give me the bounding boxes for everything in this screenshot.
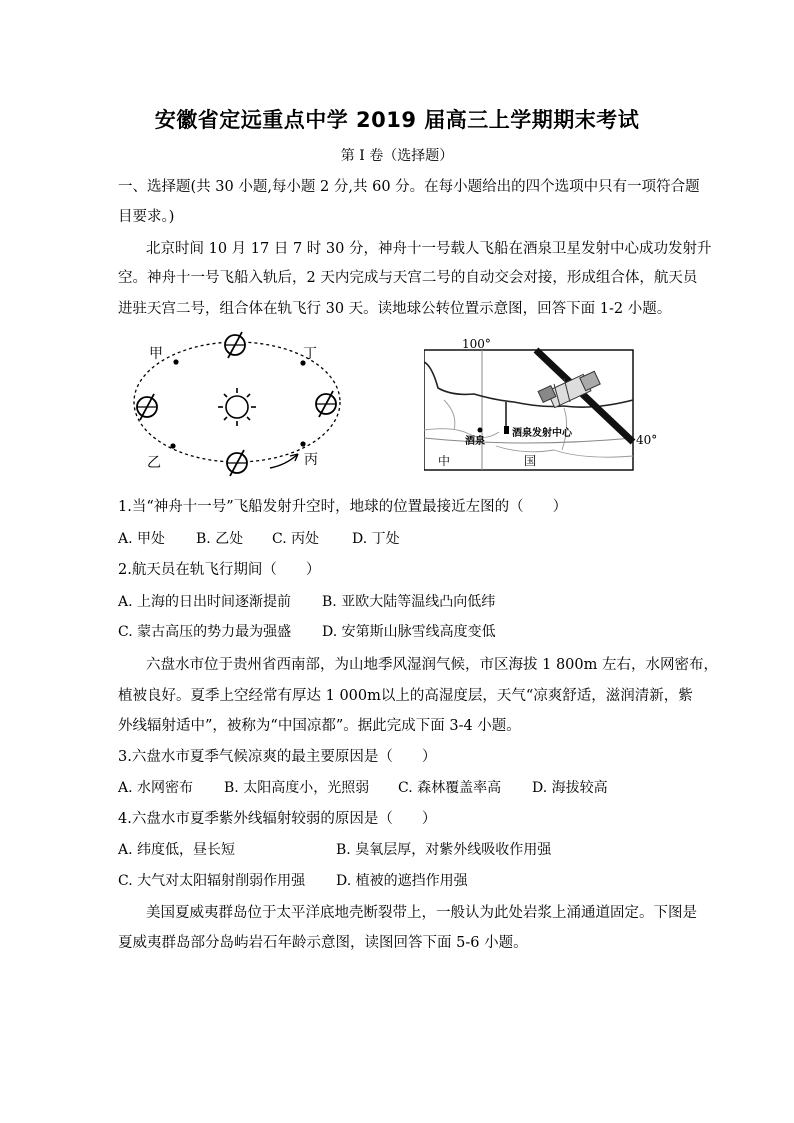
question-2-option-d[interactable]: D. 安第斯山脉雪线高度变低 <box>322 624 496 640</box>
question-1-option-b[interactable]: B. 乙处 <box>196 531 244 547</box>
label-yi: 乙 <box>147 455 161 471</box>
revolution-direction-arrow-icon <box>270 454 298 468</box>
passage2-line-3: 外线辐射适中”，被称为“中国凉都”。据此完成下面 3-4 小题。 <box>118 718 521 734</box>
question-4-option-a[interactable]: A. 纬度低，昼长短 <box>118 842 236 858</box>
passage2-line-1: 六盘水市位于贵州省西南部，为山地季风湿润气候，市区海拔 1 800m 左右，水网密布， <box>146 657 718 673</box>
section-instruction-line-2: 目要求。) <box>118 209 175 225</box>
earth-top-icon <box>225 332 245 358</box>
question-1-option-a[interactable]: A. 甲处 <box>118 531 166 547</box>
earth-orbit-diagram <box>120 330 370 480</box>
question-4-stem: 4.六盘水市夏季紫外线辐射较弱的原因是（ ） <box>118 811 437 827</box>
jiuquan-map-figure <box>424 330 664 472</box>
passage2-line-2: 植被良好。夏季上空经常有厚达 1 000m以上的高湿度层，天气“凉爽舒适，滋润清新，紫 <box>118 688 693 704</box>
question-1-option-c[interactable]: C. 丙处 <box>272 531 320 547</box>
label-jia: 甲 <box>149 346 163 362</box>
latitude-label: 40° <box>636 433 658 447</box>
question-1-stem: 1.当“神舟十一号”飞船发射升空时，地球的位置最接近左图的（ ） <box>118 499 568 515</box>
launch-center-label: 酒泉发射中心 <box>512 428 572 439</box>
earth-bottom-icon <box>227 450 247 476</box>
question-1-option-d[interactable]: D. 丁处 <box>352 531 400 547</box>
country-char-left: 中 <box>438 454 451 468</box>
passage1-line-2: 空。神舟十一号飞船入轨后，2 天内完成与天宫二号的自动交会对接，形成组合体，航天员 <box>118 270 698 286</box>
country-char-right: 国 <box>524 454 537 468</box>
question-2-option-b[interactable]: B. 亚欧大陆等温线凸向低纬 <box>322 594 496 610</box>
sun-icon <box>218 388 256 426</box>
position-dot-jia <box>173 359 178 364</box>
city-label: 酒泉 <box>465 436 485 447</box>
question-2-option-c[interactable]: C. 蒙古高压的势力最为强盛 <box>118 624 292 640</box>
section-instruction-line-1: 一、选择题(共 30 小题,每小题 2 分,共 60 分。在每小题给出的四个选项中只有一项符合题 <box>118 179 700 195</box>
launch-center-marker <box>504 426 509 434</box>
question-4-option-c[interactable]: C. 大气对太阳辐射削弱作用强 <box>118 873 306 889</box>
question-4-option-b[interactable]: B. 臭氧层厚，对紫外线吸收作用强 <box>336 842 552 858</box>
question-3-option-b[interactable]: B. 太阳高度小，光照弱 <box>224 780 370 796</box>
passage3-line-1: 美国夏威夷群岛位于太平洋底地壳断裂带上，一般认为此处岩浆上涌通道固定。下图是 <box>146 905 697 921</box>
label-ding: 丁 <box>303 346 317 362</box>
label-bing: 丙 <box>304 452 318 468</box>
position-dot-bing <box>300 441 305 446</box>
jiuquan-city-dot <box>478 428 483 433</box>
longitude-label: 100° <box>462 337 491 351</box>
passage1-line-3: 进驻天宫二号，组合体在轨飞行 30 天。读地球公转位置示意图，回答下面 1-2 小题。 <box>118 301 672 317</box>
earth-right-icon <box>316 391 336 417</box>
question-4-option-d[interactable]: D. 植被的遮挡作用强 <box>336 873 468 889</box>
passage1-line-1: 北京时间 10 月 17 日 7 时 30 分，神舟十一号载人飞船在酒泉卫星发射中心成功发射升 <box>146 241 712 257</box>
question-3-option-d[interactable]: D. 海拔较高 <box>532 780 608 796</box>
position-dot-yi <box>170 443 175 448</box>
question-3-stem: 3.六盘水市夏季气候凉爽的最主要原因是（ ） <box>118 749 437 765</box>
passage3-line-2: 夏威夷群岛部分岛屿岩石年龄示意图，读图回答下面 5-6 小题。 <box>118 935 528 951</box>
question-2-option-a[interactable]: A. 上海的日出时间逐渐提前 <box>118 594 292 610</box>
exam-title: 安徽省定远重点中学 2019 届高三上学期期末考试 <box>154 108 640 132</box>
question-3-option-c[interactable]: C. 森林覆盖率高 <box>398 780 502 796</box>
question-2-stem: 2.航天员在轨飞行期间（ ） <box>118 562 321 578</box>
volume-subtitle: 第 I 卷（选择题） <box>340 148 454 164</box>
question-3-option-a[interactable]: A. 水网密布 <box>118 780 194 796</box>
earth-left-icon <box>137 394 157 420</box>
